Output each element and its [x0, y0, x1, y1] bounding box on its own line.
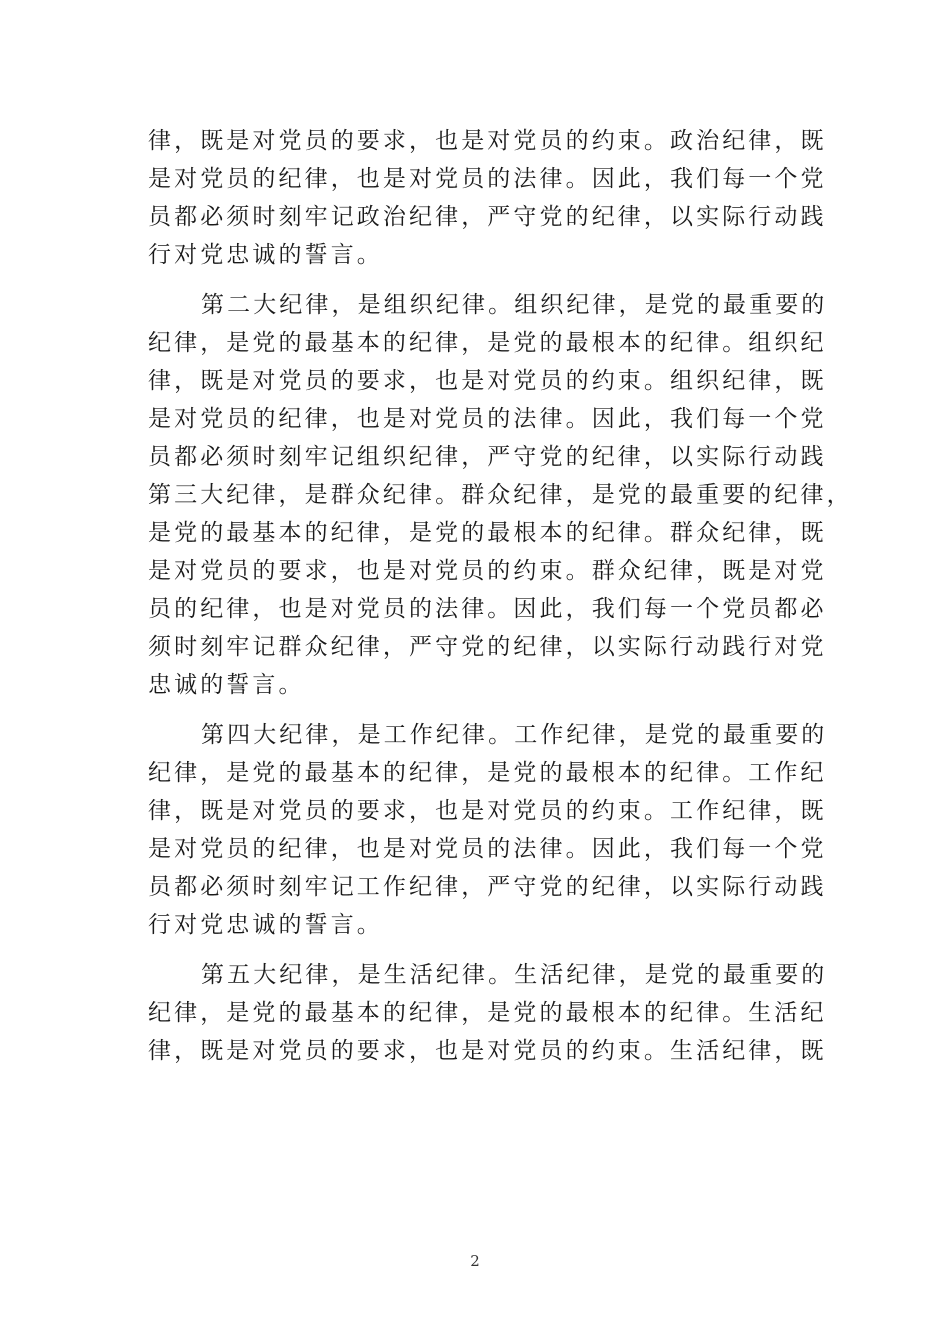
text-line: 律，既是对党员的要求，也是对党员的约束。生活纪律，既	[148, 1038, 827, 1064]
text-line: 律，既是对党员的要求，也是对党员的约束。政治纪律，既	[148, 128, 827, 154]
text-line: 行对党忠诚的誓言。	[148, 912, 383, 938]
text-line: 律，既是对党员的要求，也是对党员的约束。组织纪律，既	[148, 368, 827, 394]
paragraph-gap	[148, 274, 808, 286]
text-line: 第二大纪律，是组织纪律。组织纪律，是党的最重要的	[201, 292, 828, 318]
text-line: 纪律，是党的最基本的纪律，是党的最根本的纪律。组织纪	[148, 330, 827, 356]
text-line: 是党的最基本的纪律，是党的最根本的纪律。群众纪律，既	[148, 520, 827, 546]
text-line: 员都必须时刻牢记组织纪律，严守党的纪律，以实际行动践	[148, 444, 827, 470]
text-line: 是对党员的要求，也是对党员的约束。群众纪律，既是对党	[148, 558, 827, 584]
text-line: 律，既是对党员的要求，也是对党员的约束。工作纪律，既	[148, 798, 827, 824]
text-line: 员的纪律，也是对党员的法律。因此，我们每一个党员都必	[148, 596, 827, 622]
text-line: 须时刻牢记群众纪律，严守党的纪律，以实际行动践行对党	[148, 634, 827, 660]
paragraph-gap	[148, 944, 808, 956]
text-line: 行对党忠诚的誓言。	[148, 242, 383, 268]
text-line: 是对党员的纪律，也是对党员的法律。因此，我们每一个党	[148, 406, 827, 432]
text-line: 是对党员的纪律，也是对党员的法律。因此，我们每一个党	[148, 166, 827, 192]
document-body	[148, 122, 853, 1070]
text-line: 第三大纪律，是群众纪律。群众纪律，是党的最重要的纪律，	[148, 482, 853, 508]
text-line: 员都必须时刻牢记政治纪律，严守党的纪律，以实际行动践	[148, 204, 827, 230]
text-line: 忠诚的誓言。	[148, 672, 305, 698]
text-line: 纪律，是党的最基本的纪律，是党的最根本的纪律。生活纪	[148, 1000, 827, 1026]
text-line: 是对党员的纪律，也是对党员的法律。因此，我们每一个党	[148, 836, 827, 862]
text-line: 第五大纪律，是生活纪律。生活纪律，是党的最重要的	[201, 962, 828, 988]
page-number: 2	[470, 1252, 480, 1270]
text-line: 员都必须时刻牢记工作纪律，严守党的纪律，以实际行动践	[148, 874, 827, 900]
paragraph-gap	[148, 704, 808, 716]
text-line: 第四大纪律，是工作纪律。工作纪律，是党的最重要的	[201, 722, 828, 748]
text-line: 纪律，是党的最基本的纪律，是党的最根本的纪律。工作纪	[148, 760, 827, 786]
